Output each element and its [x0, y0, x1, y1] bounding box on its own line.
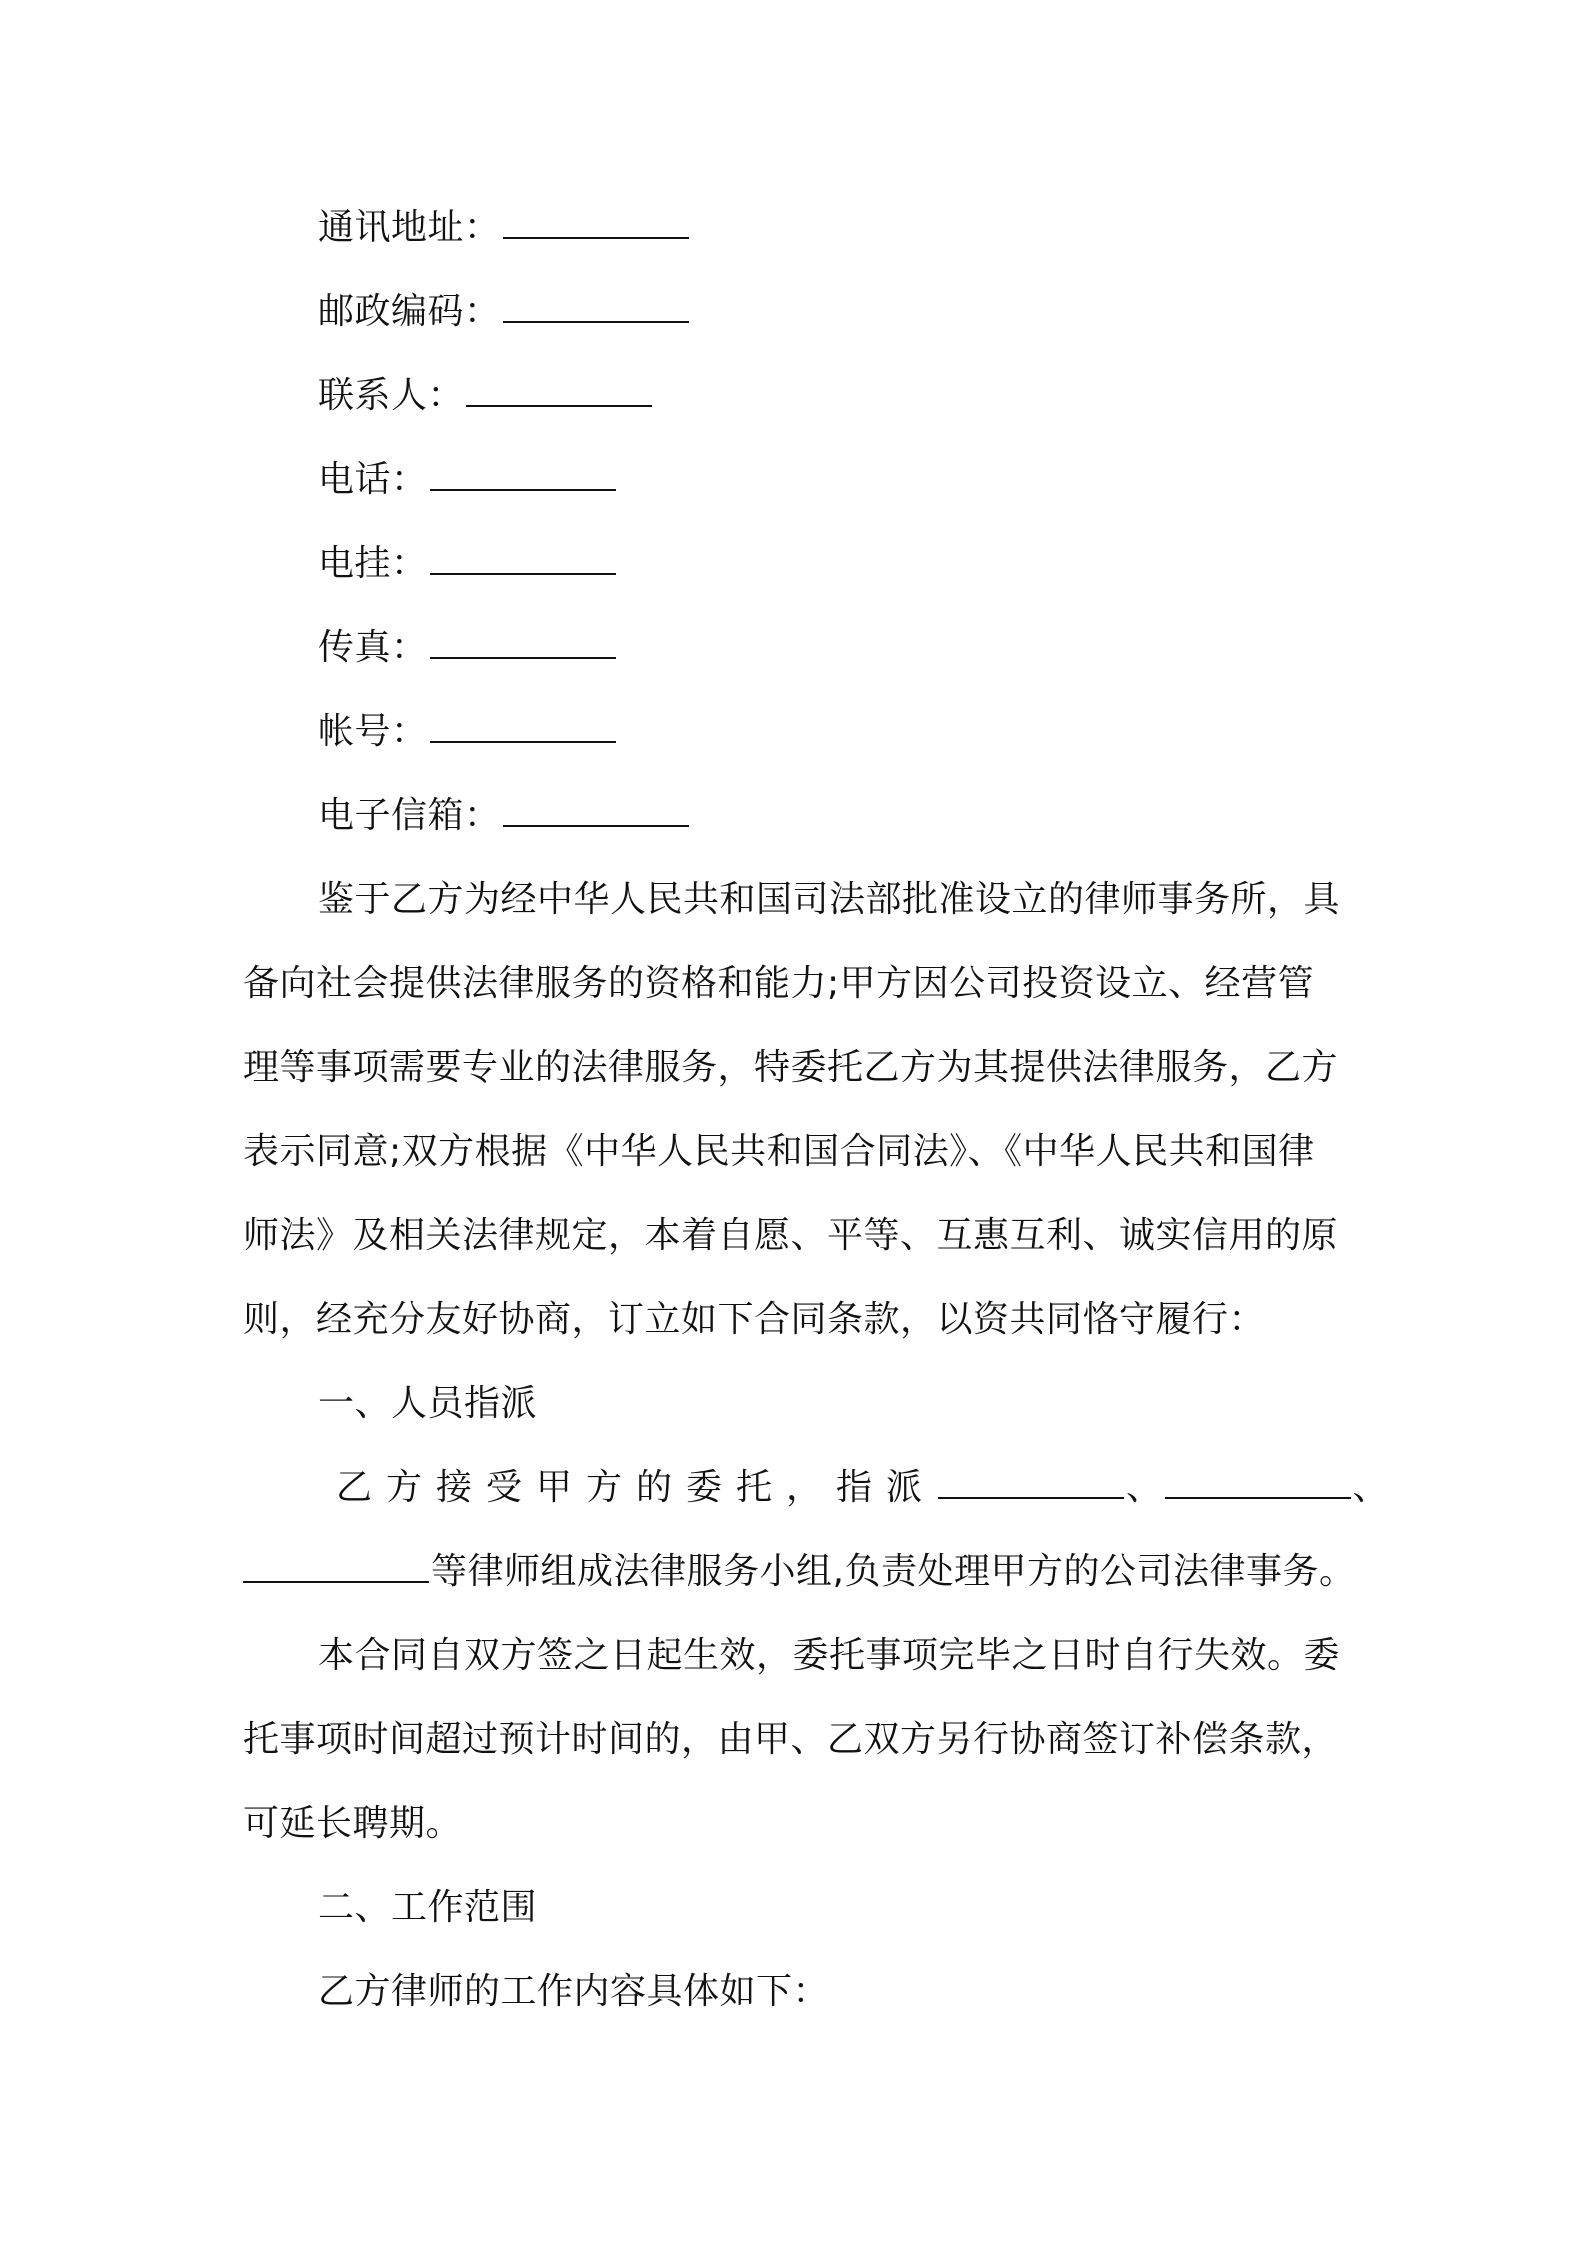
- section2-heading: 二、工作范围: [318, 1887, 538, 1928]
- telegraph-line: [318, 541, 1353, 587]
- contact-person-blank[interactable]: [466, 375, 652, 407]
- address-blank[interactable]: [503, 207, 689, 239]
- assign-line: [336, 1465, 1446, 1511]
- assign-suffix: 等律师组成法律服务小组,负责处理甲方的公司法律事务。: [431, 1551, 1356, 1592]
- term-line-1: 本合同自双方签之日起生效，委托事项完毕之日时自行失效。委: [318, 1635, 1341, 1676]
- section1-heading: 一、人员指派: [318, 1383, 538, 1424]
- postcode-label: 邮政编码：: [318, 291, 501, 332]
- account-blank[interactable]: [430, 711, 616, 743]
- account-line: [318, 709, 1353, 755]
- lawyer-blank-3[interactable]: [243, 1551, 429, 1583]
- email-blank[interactable]: [503, 795, 689, 827]
- phone-line: [318, 457, 1353, 503]
- address-label: 通讯地址：: [318, 207, 501, 248]
- address-line: [318, 205, 1353, 251]
- email-line: [318, 793, 1353, 839]
- lawyer-blank-2[interactable]: [1165, 1467, 1351, 1499]
- preamble-line-5: 师法》及相关法律规定，本着自愿、平等、互惠互利、诚实信用的原: [243, 1215, 1339, 1256]
- separator-1: 、: [1126, 1467, 1163, 1508]
- fax-blank[interactable]: [430, 627, 616, 659]
- postcode-blank[interactable]: [503, 291, 689, 323]
- contact-person-label: 联系人：: [318, 375, 465, 416]
- postcode-line: [318, 289, 1353, 335]
- term-line-2: 托事项时间超过预计时间的，由甲、乙双方另行协商签订补偿条款，: [243, 1719, 1339, 1760]
- telegraph-blank[interactable]: [430, 543, 616, 575]
- fax-label: 传真：: [318, 627, 428, 668]
- preamble-line-2: 备向社会提供法律服务的资格和能力;甲方因公司投资设立、经营管: [243, 963, 1315, 1004]
- preamble-line-4: 表示同意;双方根据《中华人民共和国合同法》、《中华人民共和国律: [243, 1131, 1315, 1172]
- account-label: 帐号：: [318, 711, 428, 752]
- section2-intro: 乙方律师的工作内容具体如下：: [318, 1971, 830, 2012]
- preamble-line-3: 理等事项需要专业的法律服务，特委托乙方为其提供法律服务，乙方: [243, 1047, 1339, 1088]
- telegraph-label: 电挂：: [318, 543, 428, 584]
- term-line-3: 可延长聘期。: [243, 1803, 463, 1844]
- assign-line-2: [243, 1549, 1356, 1595]
- phone-label: 电话：: [318, 459, 428, 500]
- separator-2: 、: [1352, 1467, 1390, 1508]
- assign-prefix: 乙方接受甲方的委托，指派: [336, 1467, 937, 1508]
- contact-person-line: [318, 373, 1353, 419]
- email-label: 电子信箱：: [318, 795, 501, 836]
- preamble-line-6: 则，经充分友好协商，订立如下合同条款，以资共同恪守履行：: [243, 1299, 1266, 1340]
- preamble-line-1: 鉴于乙方为经中华人民共和国司法部批准设立的律师事务所，具: [318, 879, 1341, 920]
- lawyer-blank-1[interactable]: [938, 1467, 1124, 1499]
- phone-blank[interactable]: [430, 459, 616, 491]
- fax-line: [318, 625, 1353, 671]
